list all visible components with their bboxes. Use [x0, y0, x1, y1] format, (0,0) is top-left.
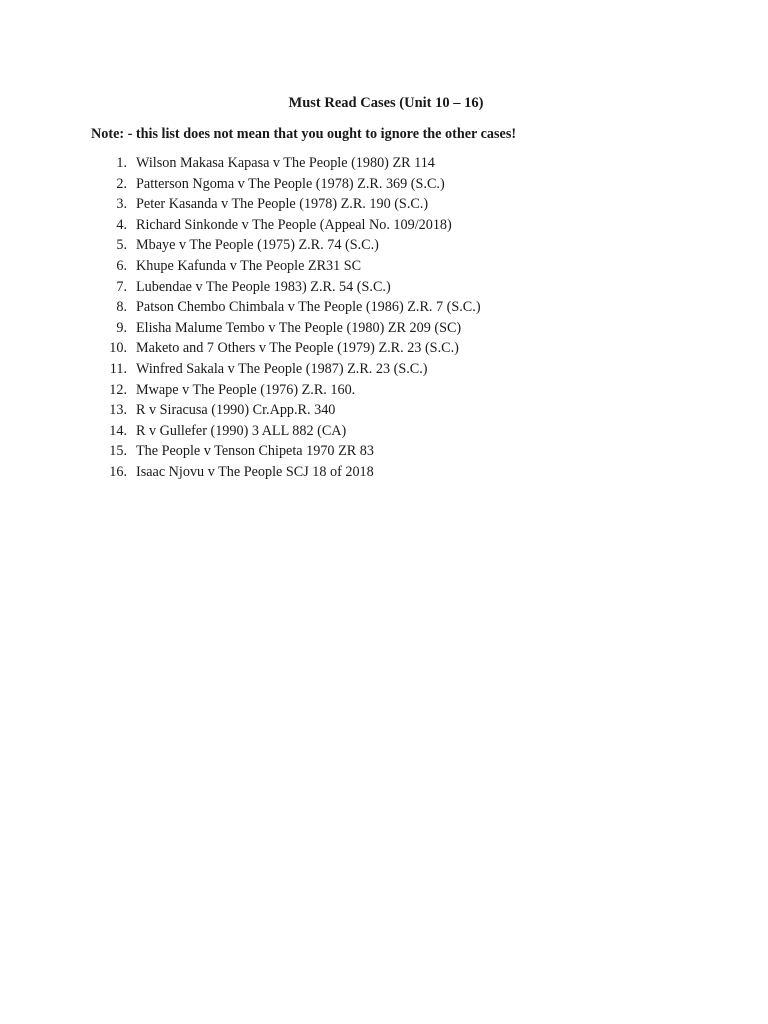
case-citation: Lubendae v The People 1983) Z.R. 54 (S.C.) — [136, 278, 391, 295]
case-number: 11. — [109, 360, 127, 377]
case-number: 1. — [116, 155, 127, 171]
case-number: 10. — [109, 340, 127, 357]
case-citation: Wilson Makasa Kapasa v The People (1980) ZR 114 — [136, 155, 435, 171]
case-number: 4. — [116, 216, 127, 233]
case-number: 16. — [109, 463, 127, 480]
case-citation: Richard Sinkonde v The People (Appeal No. 109/2018) — [136, 216, 452, 233]
case-citation: Patson Chembo Chimbala v The People (1986) Z.R. 7 (S.C.) — [136, 299, 481, 316]
case-citation: Maketo and 7 Others v The People (1979) Z.R. 23 (S.C.) — [136, 340, 459, 357]
case-citation: R v Siracusa (1990) Cr.App.R. 340 — [136, 402, 336, 419]
case-number: 14. — [109, 422, 127, 439]
case-citation: The People v Tenson Chipeta 1970 ZR 83 — [136, 443, 374, 460]
case-number: 8. — [116, 299, 127, 316]
case-citation: Peter Kasanda v The People (1978) Z.R. 190 (S.C.) — [136, 196, 429, 213]
case-citation: Winfred Sakala v The People (1987) Z.R. 23 (S.C.) — [136, 360, 428, 377]
case-number: 2. — [116, 175, 127, 192]
case-number: 9. — [116, 319, 127, 336]
case-citation: R v Gullefer (1990) 3 ALL 882 (CA) — [136, 422, 347, 439]
case-citation: Mbaye v The People (1975) Z.R. 74 (S.C.) — [136, 237, 379, 254]
case-citation: Patterson Ngoma v The People (1978) Z.R. 369 (S.C.) — [136, 175, 445, 192]
case-number: 13. — [109, 402, 127, 419]
document-note: Note: - this list does not mean that you ought to ignore the other cases! — [91, 126, 517, 142]
case-citation: Khupe Kafunda v The People ZR31 SC — [136, 257, 362, 274]
case-citation: Isaac Njovu v The People SCJ 18 of 2018 — [136, 463, 374, 480]
case-number: 5. — [116, 237, 127, 254]
case-number: 15. — [109, 443, 127, 460]
case-number: 12. — [109, 381, 127, 398]
case-number: 6. — [116, 257, 127, 274]
case-citation: Mwape v The People (1976) Z.R. 160. — [136, 381, 356, 398]
document-title: Must Read Cases (Unit 10 – 16) — [288, 95, 484, 111]
case-citation: Elisha Malume Tembo v The People (1980) ZR 209 (SC) — [136, 319, 462, 336]
case-number: 3. — [116, 196, 127, 213]
case-number: 7. — [116, 278, 127, 295]
